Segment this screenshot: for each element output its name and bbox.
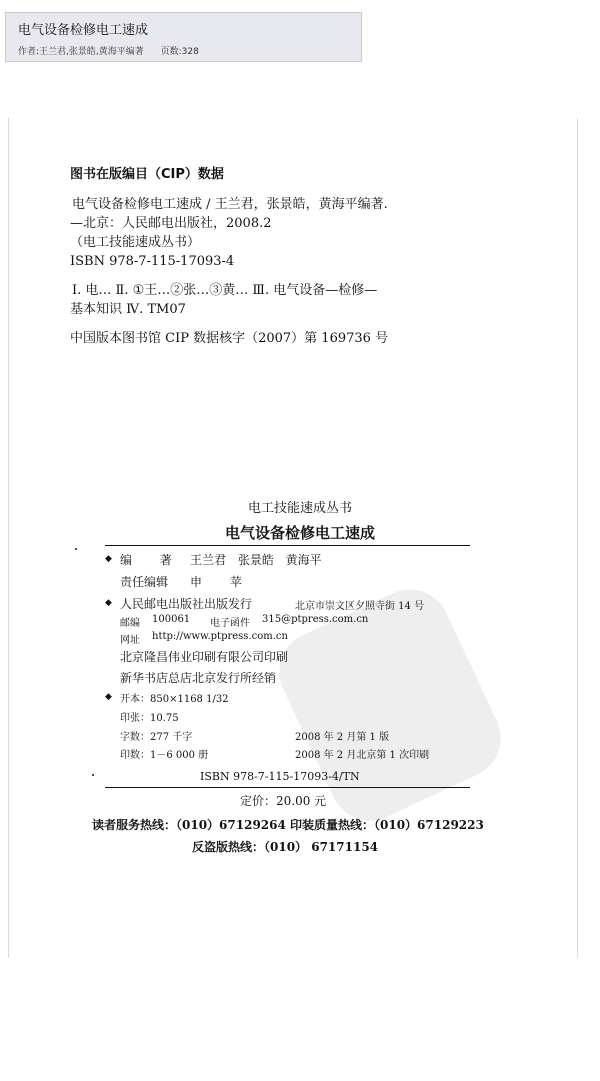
book-title: 电气设备检修电工速成 [224,524,375,542]
editors: 王兰君 张景皓 黄海平 [190,553,322,567]
cip-line: ISBN 978-7-115-17093-4 [70,254,235,269]
margin-dot [92,774,94,776]
service-hotline: 读者服务热线：（010）67129264 [92,818,286,832]
document-author: 作者:王兰君,张景皓,黄海平编著 [18,47,144,57]
price: 定价：20.00 元 [240,794,327,808]
publisher: 人民邮电出版社出版发行 [120,597,253,611]
document-pages: 页数:328 [160,47,199,57]
isbn: ISBN 978-7-115-17093-4/TN [200,770,360,783]
cip-line: —北京：人民邮电出版社，2008.2 [70,216,272,231]
print-run: 印数：1－6 000 册 [120,750,209,761]
piracy-hotline: 反盗版热线：（010） 67171154 [192,840,379,854]
cip-line: 电气设备检修电工速成 / 王兰君，张景皓，黄海平编著. [72,197,388,212]
series-name: 电工技能速成丛书 [247,501,352,516]
duty-editor: 申 苹 [190,575,254,589]
diamond-bullet-icon: ◆ [105,692,112,702]
quality-hotline: 印装质量热线：（010）67129223 [290,818,484,832]
editor-label: 编 著 [120,553,184,567]
diamond-bullet-icon: ◆ [105,598,112,608]
printing: 2008 年 2 月北京第 1 次印刷 [295,750,430,761]
document-title: 电气设备检修电工速成 [18,23,149,38]
cip-subject-line: Ⅰ. 电… Ⅱ. ①王…②张…③黄… Ⅲ. 电气设备—检修— [72,283,378,298]
publisher-address: 北京市崇文区夕照寺街 14 号 [295,601,425,612]
web-url: http://www.ptpress.com.cn [152,631,288,642]
cip-line: （电工技能速成丛书） [70,235,201,250]
colophon-rule [105,787,470,788]
cip-record: 中国版本图书馆 CIP 数据核字（2007）第 169736 号 [70,331,389,346]
web-label: 网址 [120,635,140,646]
postcode-label: 邮编 [120,618,140,629]
book-format: 开本：850×1168 1/32 [120,694,229,705]
printed-sheets: 印张：10.75 [120,713,179,724]
email: 315@ptpress.com.cn [262,614,369,625]
edition: 2008 年 2 月第 1 版 [295,732,390,743]
diamond-bullet-icon: ◆ [105,554,112,564]
distributor: 新华书店总店北京发行所经销 [120,671,277,685]
cip-heading: 图书在版编目（CIP）数据 [70,167,224,182]
email-label: 电子函件 [210,618,250,629]
word-count: 字数：277 千字 [120,732,193,743]
printer: 北京隆昌伟业印刷有限公司印刷 [120,650,289,664]
duty-editor-label: 责任编辑 [120,575,169,589]
cip-subject-line: 基本知识 Ⅳ. TM07 [70,302,186,317]
postcode: 100061 [152,614,191,625]
